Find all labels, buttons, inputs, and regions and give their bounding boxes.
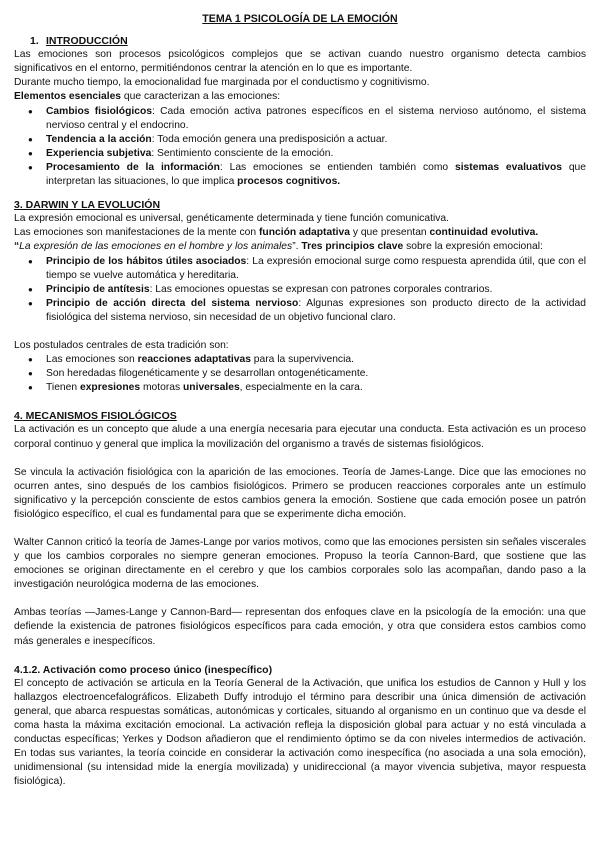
bold-term: función adaptativa: [258, 227, 350, 239]
section-heading-darwin: [14, 198, 586, 212]
text-run: ”.: [292, 241, 302, 253]
bold-term: reacciones adaptativas: [137, 354, 251, 366]
section-number: 1.: [30, 35, 39, 48]
bold-term: universales: [183, 382, 240, 394]
text-run: : La expresión emocional surge como respuesta aprendida útil, que con el tiempo se vuelve automática y hereditaria.: [46, 255, 586, 281]
text-run: Tienen: [46, 382, 80, 394]
section-title: 4. MECANISMOS FISIOLÓGICOS: [14, 410, 177, 423]
bold-term: Principio de los hábitos útiles asociados: [46, 255, 247, 267]
document-page: [14, 12, 586, 790]
text-run: para la supervivencia.: [250, 354, 354, 366]
list-item: [46, 353, 586, 367]
text-run: : Algunas expresiones son producto directo de la actividad fisiológica del sistema nervioso, sin necesidad de un objetivo funcional claro.: [46, 297, 586, 323]
paragraph: [14, 240, 586, 254]
list-item: [46, 297, 586, 325]
text-run: y que presentan: [349, 227, 430, 239]
list-item: [46, 255, 586, 283]
paragraph: Walter Cannon criticó la teoría de James-Lange por varios motivos, como que las emociones persisten sin señales viscerales y que los cambios corporales no siempre generan emociones. Propuso la teoría Cannon-Bard, que sostiene que las emociones se originan directamente en el cerebro y que los cambios corporales solo las acompañan, dando paso a la investigación neurológica moderna de las emociones.: [14, 537, 586, 591]
text-run: , especialmente en la cara.: [239, 382, 363, 394]
subsection-heading: 4.1.2. Activación como proceso único (inespecífico): [14, 663, 273, 676]
bold-term: sistemas evaluativos: [454, 161, 562, 173]
text-run: : Las emociones opuestas se expresan con patrones corporales contrarios.: [149, 283, 493, 295]
text-run: : Cada emoción activa patrones específicos en el sistema nervioso autónomo, el sistema nervioso central y el endocrino.: [46, 105, 587, 131]
text-run: motoras: [140, 382, 183, 394]
bold-term: expresiones: [79, 382, 141, 394]
text-run: que interpretan las situaciones, lo que implica: [46, 161, 587, 188]
page-title: TEMA 1 PSICOLOGÍA DE LA EMOCIÓN: [202, 13, 398, 25]
bold-term: Tres principios clave: [301, 241, 404, 253]
text-run: : Sentimiento consciente de la emoción.: [151, 147, 334, 159]
list-item: [46, 147, 586, 161]
bold-term: Experiencia subjetiva: [46, 147, 152, 159]
text-run: : Las emociones se entienden también como: [219, 161, 455, 173]
section-title: 3. DARWIN Y LA EVOLUCIÓN: [14, 199, 161, 212]
paragraph: Las emociones son procesos psicológicos complejos que se activan cuando nuestro organismo detecta cambios significativos en el entorno, permitiéndonos centrar la atención en lo que es importante.: [14, 49, 586, 75]
text-run: Las emociones son manifestaciones de la mente con: [14, 227, 259, 239]
bold-term: Principio de antítesis: [46, 283, 150, 295]
text-run: Las emociones son: [46, 354, 138, 366]
bold-term: Cambios fisiológicos: [46, 105, 152, 117]
paragraph: Se vincula la activación fisiológica con la aparición de las emociones. Teoría de James-Lange. Dice que las emociones no ocurren antes, sino después de los cambios fisiológicos. Primero se producen reacciones corporales ante un estímulo significativo y la percepción consciente de estos cambios genera la emoción. Sostiene que cada emoción posee un patrón fisiológico específico, el cual es fundamental para que se experimente dicha emoción.: [14, 466, 586, 520]
bold-term: Tendencia a la acción: [46, 133, 152, 145]
list-item: [46, 381, 586, 395]
bold-term: procesos cognitivos.: [237, 176, 341, 188]
section-heading-mecanismos: [14, 409, 586, 423]
text-run: : Toda emoción genera una predisposición a actuar.: [151, 133, 388, 145]
bold-term: continuidad evolutiva.: [429, 227, 539, 239]
list-item: [46, 161, 586, 189]
paragraph: Durante mucho tiempo, la emocionalidad fue marginada por el conductismo y cognitivismo.: [14, 77, 430, 89]
book-title: La expresión de las emociones en el hombre y los animales: [19, 241, 293, 253]
paragraph: La expresión emocional es universal, genéticamente determinada y tiene función comunicativa.: [14, 213, 450, 225]
list-item: [46, 133, 586, 147]
bold-term: Elementos esenciales: [14, 91, 122, 103]
text-run: que caracterizan a las emociones:: [121, 91, 281, 103]
bullet-list: [14, 255, 586, 325]
list-item: [46, 367, 586, 381]
list-item: [46, 105, 586, 133]
text-run: Son heredadas filogenéticamente y se desarrollan ontogenéticamente.: [46, 368, 369, 380]
paragraph: Los postulados centrales de esta tradición son:: [14, 339, 229, 351]
quote-mark: “: [14, 241, 20, 253]
list-item: [46, 283, 586, 297]
bullet-list: [14, 353, 586, 395]
paragraph: La activación es un concepto que alude a una energía necesaria para ejecutar una conducta. Esta activación es un proceso corporal continuo y general que implica la movilización del organismo a través de sistemas fisiológicos.: [14, 424, 586, 450]
paragraph: [14, 226, 586, 240]
paragraph: El concepto de activación se articula en la Teoría General de la Activación, que unifica los estudios de Cannon y Hull y los hallazgos electroencefalográficos. Elizabeth Duffy introdujo el término para describir una única dimensión de activación general, que abarca respuestas somáticas, autonómicas y corticales, situando al organismo en un continuo que va desde el coma hasta la máxima excitación emocional. La activación refleja la disposición global para actuar y no está vinculada a conductas específicas; Yerkes y Dodson añadieron que el rendimiento óptimo se da con niveles intermedios de activación. En todas sus variantes, la teoría coincide en considerar la activación como inespecífica (no asociada a una sola emoción), unidimensional (su intensidad mide la energía movilizada) y unidireccional (a mayor vivencia subjetiva, mayor respuesta fisiológica).: [14, 677, 586, 788]
paragraph: [14, 90, 586, 104]
section-title: INTRODUCCIÓN: [46, 35, 128, 48]
paragraph: Ambas teorías —James-Lange y Cannon-Bard— representan dos enfoques clave en la psicología de la emoción: una que defiende la existencia de patrones fisiológicos específicos para cada emoción, y otra que considera estos cambios como más generales e inespecíficos.: [14, 607, 586, 647]
bullet-list: [14, 105, 586, 190]
bold-term: Principio de acción directa del sistema nervioso: [46, 297, 299, 309]
text-run: sobre la expresión emocional:: [403, 241, 543, 253]
section-heading-introduccion: [14, 34, 586, 48]
bold-term: Procesamiento de la información: [46, 161, 220, 173]
